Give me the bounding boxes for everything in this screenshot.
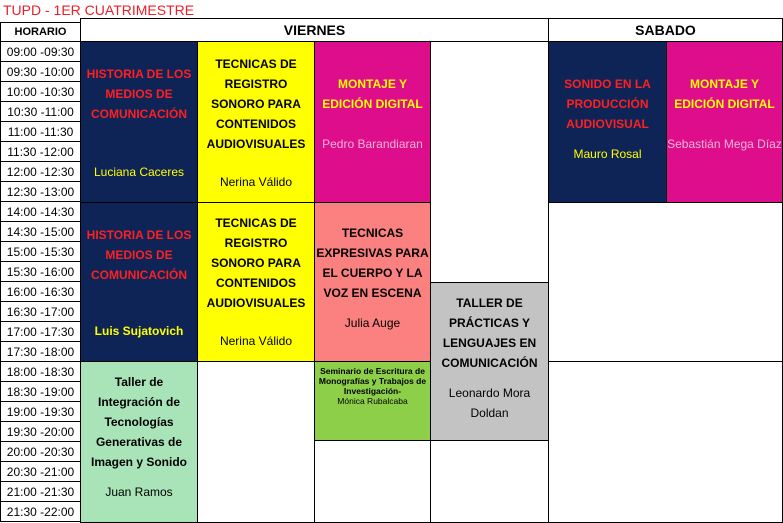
time-slot: 18:00 -18:30	[0, 361, 81, 382]
time-slot: 21:30 -22:00	[0, 501, 81, 522]
time-slot: 17:00 -17:30	[0, 321, 81, 342]
class-title: TALLER DE PRÁCTICAS Y LENGUAJES EN COMUNICACIÓN	[441, 296, 538, 370]
time-slot: 16:30 -17:00	[0, 301, 81, 322]
class-instructor: Mónica Rubalcaba	[337, 396, 408, 406]
time-slot: 11:30 -12:00	[0, 141, 81, 162]
class-title: Taller de Integración de Tecnologías Generativas de Imagen y Sonido	[90, 375, 187, 469]
class-instructor: Julia Auge	[344, 316, 401, 330]
class-instructor: Mauro Rosal	[573, 147, 642, 161]
time-slot: 17:30 -18:00	[0, 341, 81, 362]
class-instructor: Leonardo Mora Doldan	[448, 386, 531, 420]
time-slot: 09:00 -09:30	[0, 41, 81, 62]
time-slot: 16:00 -16:30	[0, 281, 81, 302]
time-slot: 18:30 -19:00	[0, 381, 81, 402]
class-instructor: Juan Ramos	[105, 485, 173, 499]
time-slot: 12:00 -12:30	[0, 161, 81, 182]
day-header-sabado: SABADO	[548, 18, 783, 42]
class-block-tecnicas-am[interactable]	[197, 41, 315, 203]
time-slot: 21:00 -21:30	[0, 481, 81, 502]
class-title: TECNICAS EXPRESIVAS PARA EL CUERPO Y LA VOZ EN ESCENA	[316, 226, 429, 300]
class-block-historia-pm[interactable]	[80, 202, 198, 362]
class-block-historia-am[interactable]	[80, 41, 198, 203]
class-instructor: Sebastián Mega Díaz	[667, 137, 782, 151]
class-block-montaje-viernes[interactable]	[314, 41, 431, 203]
class-title: SONIDO EN LA PRODUCCIÓN AUDIOVISUAL	[564, 77, 651, 131]
class-instructor: Nerina Válido	[219, 175, 293, 189]
sabado-row-divider	[548, 361, 783, 362]
page-title: TUPD - 1ER CUATRIMESTRE	[3, 2, 195, 18]
time-slot: 20:00 -20:30	[0, 441, 81, 462]
time-slot: 12:30 -13:00	[0, 181, 81, 202]
class-block-seminario[interactable]	[314, 361, 431, 441]
class-block-taller-practicas[interactable]	[430, 282, 549, 441]
time-slot: 19:30 -20:00	[0, 421, 81, 442]
time-slot: 10:30 -11:00	[0, 101, 81, 122]
class-instructor: Luciana Caceres	[93, 165, 185, 179]
time-slot: 10:00 -10:30	[0, 81, 81, 102]
class-title: HISTORIA DE LOS MEDIOS DE COMUNICACIÓN	[86, 67, 192, 121]
time-slot: 20:30 -21:00	[0, 461, 81, 482]
class-block-tecnicas-pm[interactable]	[197, 202, 315, 362]
class-title: TECNICAS DE REGISTRO SONORO PARA CONTENIDOS AUDIOVISUALES	[206, 216, 306, 310]
time-slot: 15:30 -16:00	[0, 261, 81, 282]
time-slot: 11:00 -11:30	[0, 121, 81, 142]
class-instructor: Nerina Válido	[219, 334, 293, 348]
class-title: MONTAJE Y EDICIÓN DIGITAL	[322, 77, 423, 111]
class-instructor: Luis Sujatovich	[94, 324, 184, 338]
class-block-sonido-sabado[interactable]	[548, 41, 667, 203]
class-title: TECNICAS DE REGISTRO SONORO PARA CONTENIDOS AUDIOVISUALES	[206, 57, 306, 151]
day-header-viernes: VIERNES	[80, 18, 549, 42]
class-title: MONTAJE Y EDICIÓN DIGITAL	[674, 77, 775, 111]
time-slot: 15:00 -15:30	[0, 241, 81, 262]
class-instructor: Pedro Barandiaran	[322, 137, 423, 151]
time-slot: 14:00 -14:30	[0, 201, 81, 222]
time-slot: 09:30 -10:00	[0, 61, 81, 82]
class-title: HISTORIA DE LOS MEDIOS DE COMUNICACIÓN	[86, 228, 192, 282]
class-title: Seminario de Escritura de Monografías y Trabajos de Investigación-	[318, 366, 427, 396]
time-slot: 19:00 -19:30	[0, 401, 81, 422]
time-header: HORARIO	[0, 22, 81, 42]
class-block-taller-integracion[interactable]	[80, 361, 198, 523]
empty-slot-viernes-late-2	[430, 440, 549, 523]
empty-slot-viernes-midday	[430, 41, 549, 283]
class-block-tecnicas-expresivas[interactable]	[314, 202, 431, 362]
empty-slot-viernes-evening	[197, 361, 315, 523]
class-block-montaje-sabado[interactable]	[666, 41, 783, 203]
time-slot: 14:30 -15:00	[0, 221, 81, 242]
empty-slot-viernes-late	[314, 440, 431, 523]
